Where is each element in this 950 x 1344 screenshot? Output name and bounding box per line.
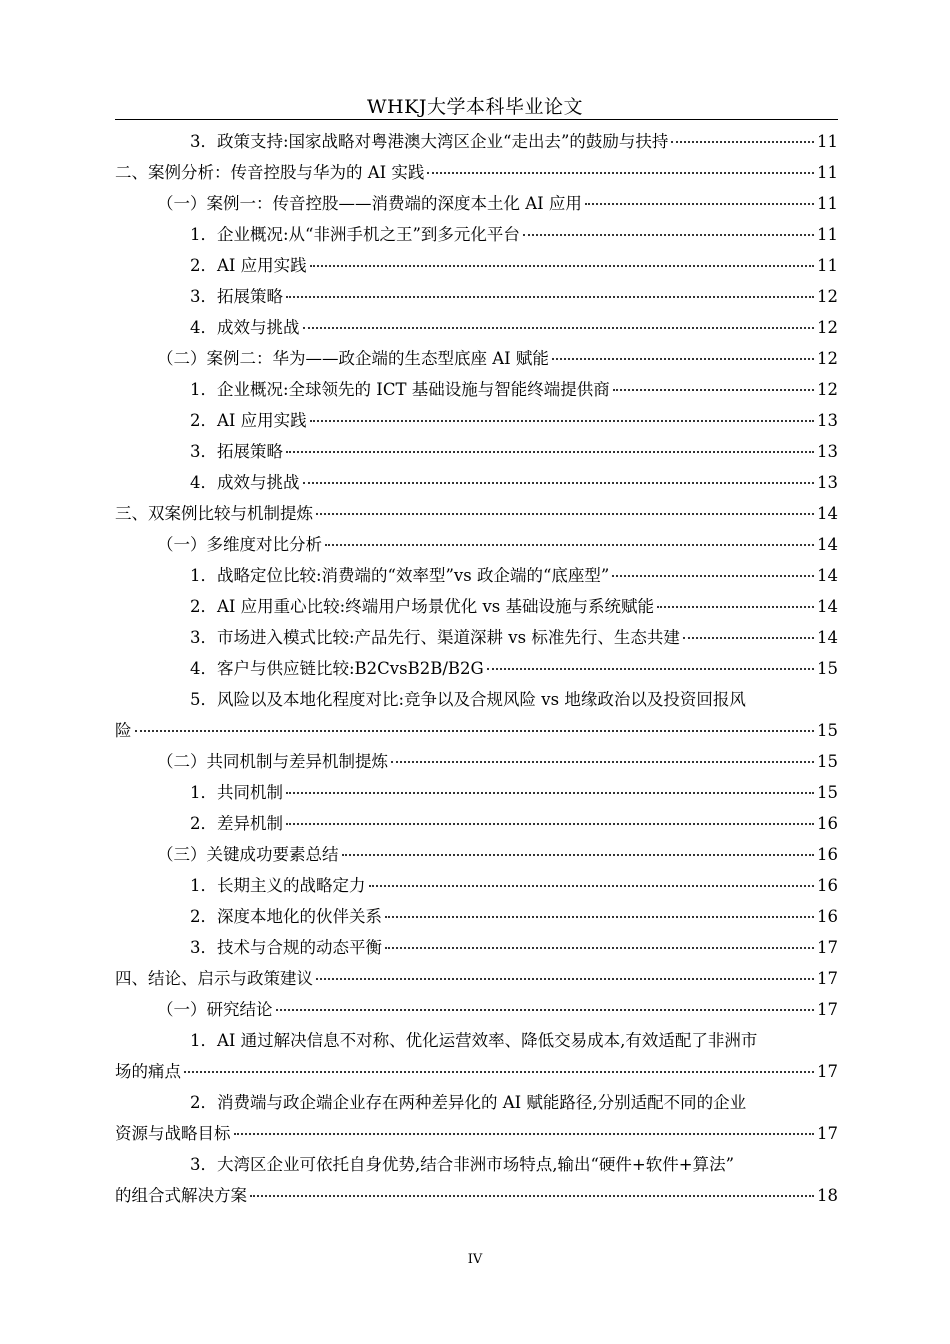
toc-entry-page: 11	[817, 194, 838, 213]
dot-leader	[276, 1009, 815, 1011]
toc-entry[interactable]	[115, 1149, 838, 1211]
toc-entry[interactable]	[115, 250, 838, 281]
toc-entry-title: 2．AI 应用实践	[190, 256, 307, 275]
toc-entry-page: 13	[817, 442, 838, 461]
toc-entry-title-continued: 资源与战略目标	[115, 1124, 231, 1143]
toc-entry-page: 16	[817, 845, 838, 864]
toc-entry-page: 18	[817, 1186, 838, 1205]
dot-leader	[613, 389, 814, 391]
toc-entry-title: 3．拓展策略	[190, 287, 283, 306]
toc-entry[interactable]	[115, 653, 838, 684]
toc-entry[interactable]	[115, 994, 838, 1025]
dot-leader	[391, 761, 814, 763]
dot-leader	[612, 575, 814, 577]
dot-leader	[585, 203, 814, 205]
toc-entry-title: 1．战略定位比较:消费端的“效率型”vs 政企端的“底座型”	[190, 566, 610, 585]
toc-entry-page: 15	[817, 783, 838, 802]
dot-leader	[250, 1195, 814, 1197]
dot-leader	[342, 854, 815, 856]
toc-entry[interactable]	[115, 901, 838, 932]
dot-leader	[286, 823, 814, 825]
toc-entry-page: 14	[817, 566, 838, 585]
toc-entry[interactable]	[115, 281, 838, 312]
toc-entry[interactable]	[115, 529, 838, 560]
dot-leader	[234, 1133, 815, 1135]
toc-entry-title: 三、双案例比较与机制提炼	[115, 504, 313, 523]
dot-leader	[303, 327, 815, 329]
toc-entry-title: 二、案例分析：传音控股与华为的 AI 实践	[115, 163, 425, 182]
toc-entry[interactable]	[115, 932, 838, 963]
toc-entry-page: 17	[817, 1124, 838, 1143]
toc-entry[interactable]	[115, 374, 838, 405]
toc-entry[interactable]	[115, 560, 838, 591]
dot-leader	[683, 637, 814, 639]
toc-entry[interactable]	[115, 622, 838, 653]
toc-entry-page: 17	[817, 1062, 838, 1081]
dot-leader	[316, 513, 814, 515]
toc-entry-title: （二）案例二：华为——政企端的生态型底座 AI 赋能	[157, 349, 549, 368]
dot-leader	[523, 234, 814, 236]
dot-leader	[184, 1071, 814, 1073]
toc-entry-page: 17	[817, 938, 838, 957]
toc-entry[interactable]	[115, 808, 838, 839]
page-header-title: WHKJ大学本科毕业论文	[367, 96, 583, 118]
toc-entry-title: 3．大湾区企业可依托自身优势,结合非洲市场特点,输出“硬件+软件+算法”	[190, 1155, 735, 1174]
dot-leader	[316, 978, 814, 980]
toc-entry-title-continued: 场的痛点	[115, 1062, 181, 1081]
toc-entry-title: （二）共同机制与差异机制提炼	[157, 752, 388, 771]
toc-entry[interactable]	[115, 219, 838, 250]
toc-entry-title: 4．成效与挑战	[190, 473, 300, 492]
toc-entry-title: 1．AI 通过解决信息不对称、优化运营效率、降低交易成本,有效适配了非洲市	[190, 1031, 758, 1050]
toc-entry-title: 3．技术与合规的动态平衡	[190, 938, 382, 957]
toc-entry-title: 2．差异机制	[190, 814, 283, 833]
toc-entry-page: 14	[817, 535, 838, 554]
toc-entry-title-continued: 险	[115, 721, 132, 740]
toc-entry[interactable]	[115, 684, 838, 746]
dot-leader	[671, 141, 814, 143]
toc-entry-title: 4．成效与挑战	[190, 318, 300, 337]
toc-entry-page: 14	[817, 597, 838, 616]
dot-leader	[385, 947, 814, 949]
toc-entry[interactable]	[115, 188, 838, 219]
toc-entry-title: 4．客户与供应链比较:B2CvsB2B/B2G	[190, 659, 484, 678]
toc-entry[interactable]	[115, 746, 838, 777]
toc-entry-page: 13	[817, 473, 838, 492]
toc-entry-page: 17	[817, 969, 838, 988]
toc-entry-page: 12	[817, 318, 838, 337]
toc-entry[interactable]	[115, 1025, 838, 1087]
dot-leader	[310, 265, 814, 267]
toc-entry-title: 1．长期主义的战略定力	[190, 876, 366, 895]
toc-entry-page: 14	[817, 504, 838, 523]
dot-leader	[385, 916, 814, 918]
toc-entry-page: 11	[817, 163, 838, 182]
toc-entry[interactable]	[115, 312, 838, 343]
header-rule	[115, 119, 838, 120]
toc-entry-page: 14	[817, 628, 838, 647]
toc-entry-title: 1．企业概况:全球领先的 ICT 基础设施与智能终端提供商	[190, 380, 610, 399]
dot-leader	[310, 420, 814, 422]
toc-entry[interactable]	[115, 777, 838, 808]
toc-entry[interactable]	[115, 498, 838, 529]
dot-leader	[135, 730, 815, 732]
toc-entry-page: 12	[817, 349, 838, 368]
toc-entry-page: 11	[817, 132, 838, 151]
toc-entry-title: 5．风险以及本地化程度对比:竞争以及合规风险 vs 地缘政治以及投资回报风	[190, 690, 746, 709]
toc-entry-title: 2．AI 应用重心比较:终端用户场景优化 vs 基础设施与系统赋能	[190, 597, 655, 616]
toc-entry-title: 1．共同机制	[190, 783, 283, 802]
toc-entry-title-continued: 的组合式解决方案	[115, 1186, 247, 1205]
toc-entry-page: 15	[817, 659, 838, 678]
toc-entry-page: 17	[817, 1000, 838, 1019]
toc-entry-page: 15	[817, 752, 838, 771]
toc-entry-title: 2．消费端与政企端企业存在两种差异化的 AI 赋能路径,分别适配不同的企业	[190, 1093, 747, 1112]
toc-entry[interactable]	[115, 870, 838, 901]
toc-entry-page: 11	[817, 225, 838, 244]
dot-leader	[552, 358, 814, 360]
dot-leader	[286, 451, 814, 453]
toc-entry-page: 16	[817, 876, 838, 895]
toc-entry-title: 3．政策支持:国家战略对粤港澳大湾区企业“走出去”的鼓励与扶持	[190, 132, 669, 151]
toc-entry-title: 2．AI 应用实践	[190, 411, 307, 430]
dot-leader	[286, 296, 814, 298]
toc-entry[interactable]	[115, 591, 838, 622]
toc-entry[interactable]	[115, 963, 838, 994]
dot-leader	[657, 606, 814, 608]
dot-leader	[325, 544, 814, 546]
toc-entry[interactable]	[115, 839, 838, 870]
toc-entry[interactable]	[115, 405, 838, 436]
toc-entry-page: 16	[817, 907, 838, 926]
page-number: IV	[467, 1252, 483, 1267]
toc-entry-page: 11	[817, 256, 838, 275]
toc-entry-title: （一）多维度对比分析	[157, 535, 322, 554]
dot-leader	[303, 482, 815, 484]
toc-entry-title: 3．拓展策略	[190, 442, 283, 461]
dot-leader	[427, 172, 814, 174]
dot-leader	[487, 668, 814, 670]
toc-entry[interactable]	[115, 157, 838, 188]
toc-entry-page: 15	[817, 721, 838, 740]
dot-leader	[369, 885, 815, 887]
toc-entry-title: （一）研究结论	[157, 1000, 273, 1019]
toc-entry-title: 1．企业概况:从“非洲手机之王”到多元化平台	[190, 225, 520, 244]
toc-entry[interactable]	[115, 126, 838, 157]
toc-entry-title: 四、结论、启示与政策建议	[115, 969, 313, 988]
table-of-contents	[115, 126, 838, 1211]
toc-entry[interactable]	[115, 343, 838, 374]
toc-entry[interactable]	[115, 436, 838, 467]
toc-entry-title: 3．市场进入模式比较:产品先行、渠道深耕 vs 标准先行、生态共建	[190, 628, 680, 647]
toc-entry-page: 13	[817, 411, 838, 430]
toc-entry-title: 2．深度本地化的伙伴关系	[190, 907, 382, 926]
toc-entry-page: 12	[817, 380, 838, 399]
toc-entry-title: （一）案例一：传音控股——消费端的深度本土化 AI 应用	[157, 194, 582, 213]
toc-entry[interactable]	[115, 467, 838, 498]
toc-entry-title: （三）关键成功要素总结	[157, 845, 339, 864]
dot-leader	[286, 792, 814, 794]
toc-entry-page: 16	[817, 814, 838, 833]
toc-entry-page: 12	[817, 287, 838, 306]
toc-entry[interactable]	[115, 1087, 838, 1149]
